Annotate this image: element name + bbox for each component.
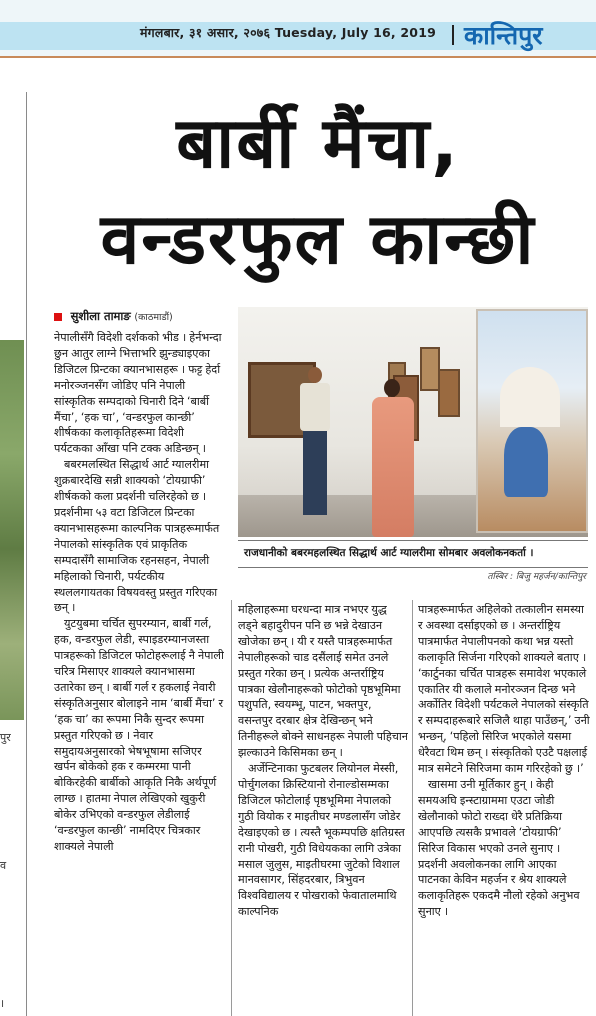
- painting-frame: [420, 347, 440, 391]
- byline-author: सुशीला तामाङ: [70, 309, 131, 323]
- article-column-3: [418, 602, 590, 1016]
- byline-location: (काठमाडौं): [134, 312, 173, 323]
- article-column-1: [54, 330, 224, 1016]
- paragraph: बबरमलस्थित सिद्धार्थ आर्ट ग्यालरीमा शुक्रबारदेखि सन्नी शाक्यको ‘टोयग्राफी’ शीर्षकको कला प्रदर्शनी चलिरहेको छ । प्रदर्शनीमा ५३ वटा डिजिटल प्रिन्टका क्यानभासहरूमा काल्पनिक पात्रहरूमार्फत नेपालको सांस्कृतिक एवं प्राकृतिक सम्पदासँगै सामाजिक रहनसहन, नेपाली महिलाको चिनारी, पर्यटकीय स्थललगायतका विषयवस्तु प्रस्तुत गरिएका छन् ।: [54, 458, 220, 615]
- header-date: मंगलबार, ३१ असार, २०७६ Tuesday, July 16, 2019: [140, 25, 436, 40]
- left-edge-photo: [0, 340, 24, 720]
- stupa-shape: [500, 367, 560, 427]
- left-text-fragment: पुर: [0, 731, 11, 744]
- painting-frame: [438, 369, 460, 417]
- left-text-fragment: व: [0, 859, 7, 872]
- paragraph: पात्रहरूमार्फत अहिलेको तत्कालीन समस्या र अवस्था दर्साइएको छ । अन्तर्राष्ट्रिय पात्रमार्फत नेपालीपनको कथा भन्न यस्तो कलाकृति सिर्जना गरिएको शाक्यले बताए । ‘कार्टुनका चर्चित पात्रहरू समावेश भएकाले एकातिर यी कलाले मनोरञ्जन दिन्छ भने अर्कोतिर विदेशी पर्यटकले नेपालको संस्कृति र सम्पदाहरूबारे सजिलै थाहा पाउँछन्,’ उनी भन्छन्, ‘पहिलो सिरिज भएकोले यसमा धेरैवटा थिम छन् । संस्कृतिको एउटै पक्षलाई मात्र समेटने सिरिजमा काम गरिरहेको छु ।’: [418, 603, 590, 776]
- visitor-man: [298, 367, 332, 517]
- column-divider: [231, 600, 232, 1016]
- left-text-fragment: ।: [0, 997, 5, 1010]
- header-separator: [452, 25, 454, 45]
- article-column-2: [238, 602, 408, 1016]
- paragraph: अर्जेन्टिनाका फुटबलर लियोनल मेस्सी, पोर्चुगलका क्रिस्टियानो रोनाल्डोसम्मका डिजिटल फोटोलाई पृष्ठभूमिमा नेपालको गुठी वियोक र माइतीघर मण्डलासँग जोडेर देखाइएको छ । त्यस्तै भूकम्पपछि क्षतिग्रस्त रानी पोखरी, गुठी विधेयकका लागि उत्रेका मसाल जुलुस, माइतीघरमा जुटेको विशाल मानवसागर, सिंहदरबार, त्रिभुवन विश्वविद्यालय र पोखराको फेवातालमाथि काल्पनिक: [238, 762, 405, 919]
- header-rule: [0, 56, 596, 58]
- gallery-photo: [238, 307, 588, 537]
- visitor-woman: [372, 379, 414, 537]
- photo-caption: राजधानीको बबरमहलस्थित सिद्धार्थ आर्ट ग्यालरीमा सोमबार अवलोकनकर्ता ।: [244, 547, 534, 559]
- byline-marker-icon: [54, 313, 62, 321]
- byline: [54, 309, 173, 324]
- masthead-logo: कान्तिपुर: [464, 21, 543, 50]
- paragraph: खासमा उनी मूर्तिकार हुन् । केही समयअघि इन्स्टाग्राममा एउटा जोडी खेलौनाको फोटो राख्दा धेरै प्रतिक्रिया आएपछि त्यसकै प्रभावले ‘टोयग्राफी’ सिरिज विकास भएको उनले सुनाए । प्रदर्शनी अवलोकनका लागि आएका पाटनका केविन महर्जन र श्रेय शाक्यले कलाकृतिहरू एकदमै नौलो रहेको अनुभव सुनाए ।: [418, 777, 580, 919]
- paragraph: महिलाहरूमा घरधन्दा मात्र नभएर युद्ध लड्ने बहादुरीपन पनि छ भन्ने देखाउन खोजेका छन् । यी र यस्तै पात्रहरूमार्फत नेपालीहरूको चाड दसैंलाई समेत उनले प्रस्तुत गरेका छन् । प्रत्येक अन्तर्राष्ट्रिय पात्रका खेलौनाहरूको फोटोको पृष्ठभूमिमा पशुपति, स्वयम्भू, पाटन, भक्तपुर, वसन्तपुर दरबार क्षेत्र देखिन्छन् भने तिनीहरूले बोक्ने साधनहरू नेपाली पहिचान झल्काउने किसिमका छन् ।: [238, 603, 408, 760]
- headline-line-2: वन्डरफुल कान्छी: [100, 198, 536, 280]
- paragraph: नेपालीसँगै विदेशी दर्शकको भीड । हेर्नभन्दा छुन आतुर लाग्ने भित्ताभरि झुन्ड्याइएका डिजिटल प्रिन्टका क्यानभासहरू । फट्ट हेर्दा मनोरञ्जनसँग जोडिए पनि नेपाली सांस्कृतिक सम्पदाको चिनारी दिने ‘बार्बी मैंचा’, ‘हक चा’, ‘वन्डरफुल कान्छी’ शीर्षकका कलाकृतिहरूमा विदेशी पर्यटकका आँखा पनि टक्क अडिन्छन् ।: [54, 331, 222, 456]
- headline-line-1: बार्बी मैंचा,: [176, 102, 460, 184]
- photo-credit: तस्बिर : बिजु महर्जन/कान्तिपुर: [487, 572, 586, 582]
- column-divider: [412, 600, 413, 1016]
- paragraph: युटयुबमा चर्चित सुपरम्यान, बार्बी गर्ल, हक, वन्डरफुल लेडी, स्पाइडरम्यानजस्ता पात्रहरूको डिजिटल फोटोहरूलाई नै नेपाली चरित्र मिसाएर शाक्यले क्यानभासमा उतारेका छन् । बार्बी गर्ल र हकलाई नेवारी संस्कृतिअनुसार बोलाइने नाम ‘बार्बी मैंचा’ र ‘हक चा’ का रूपमा निकै सुन्दर रूपमा प्रस्तुत गरिएको छ । नेवार समुदायअनुसारको भेषभूषामा सजिएर खर्पन बोकेको हक र कम्मरमा पानी बोकिरहेकी बार्बीको आकृति निकै अर्थपूर्ण लाग्छ । हातमा नेपाल लेखिएको खुकुरी बोकेर उभिएको वन्डरफुल लेडीलाई ‘वन्डरफुल कान्छी’ नामदिएर चित्रकार शाक्यले नेपाली: [54, 617, 224, 853]
- canvas-figure: [504, 427, 548, 497]
